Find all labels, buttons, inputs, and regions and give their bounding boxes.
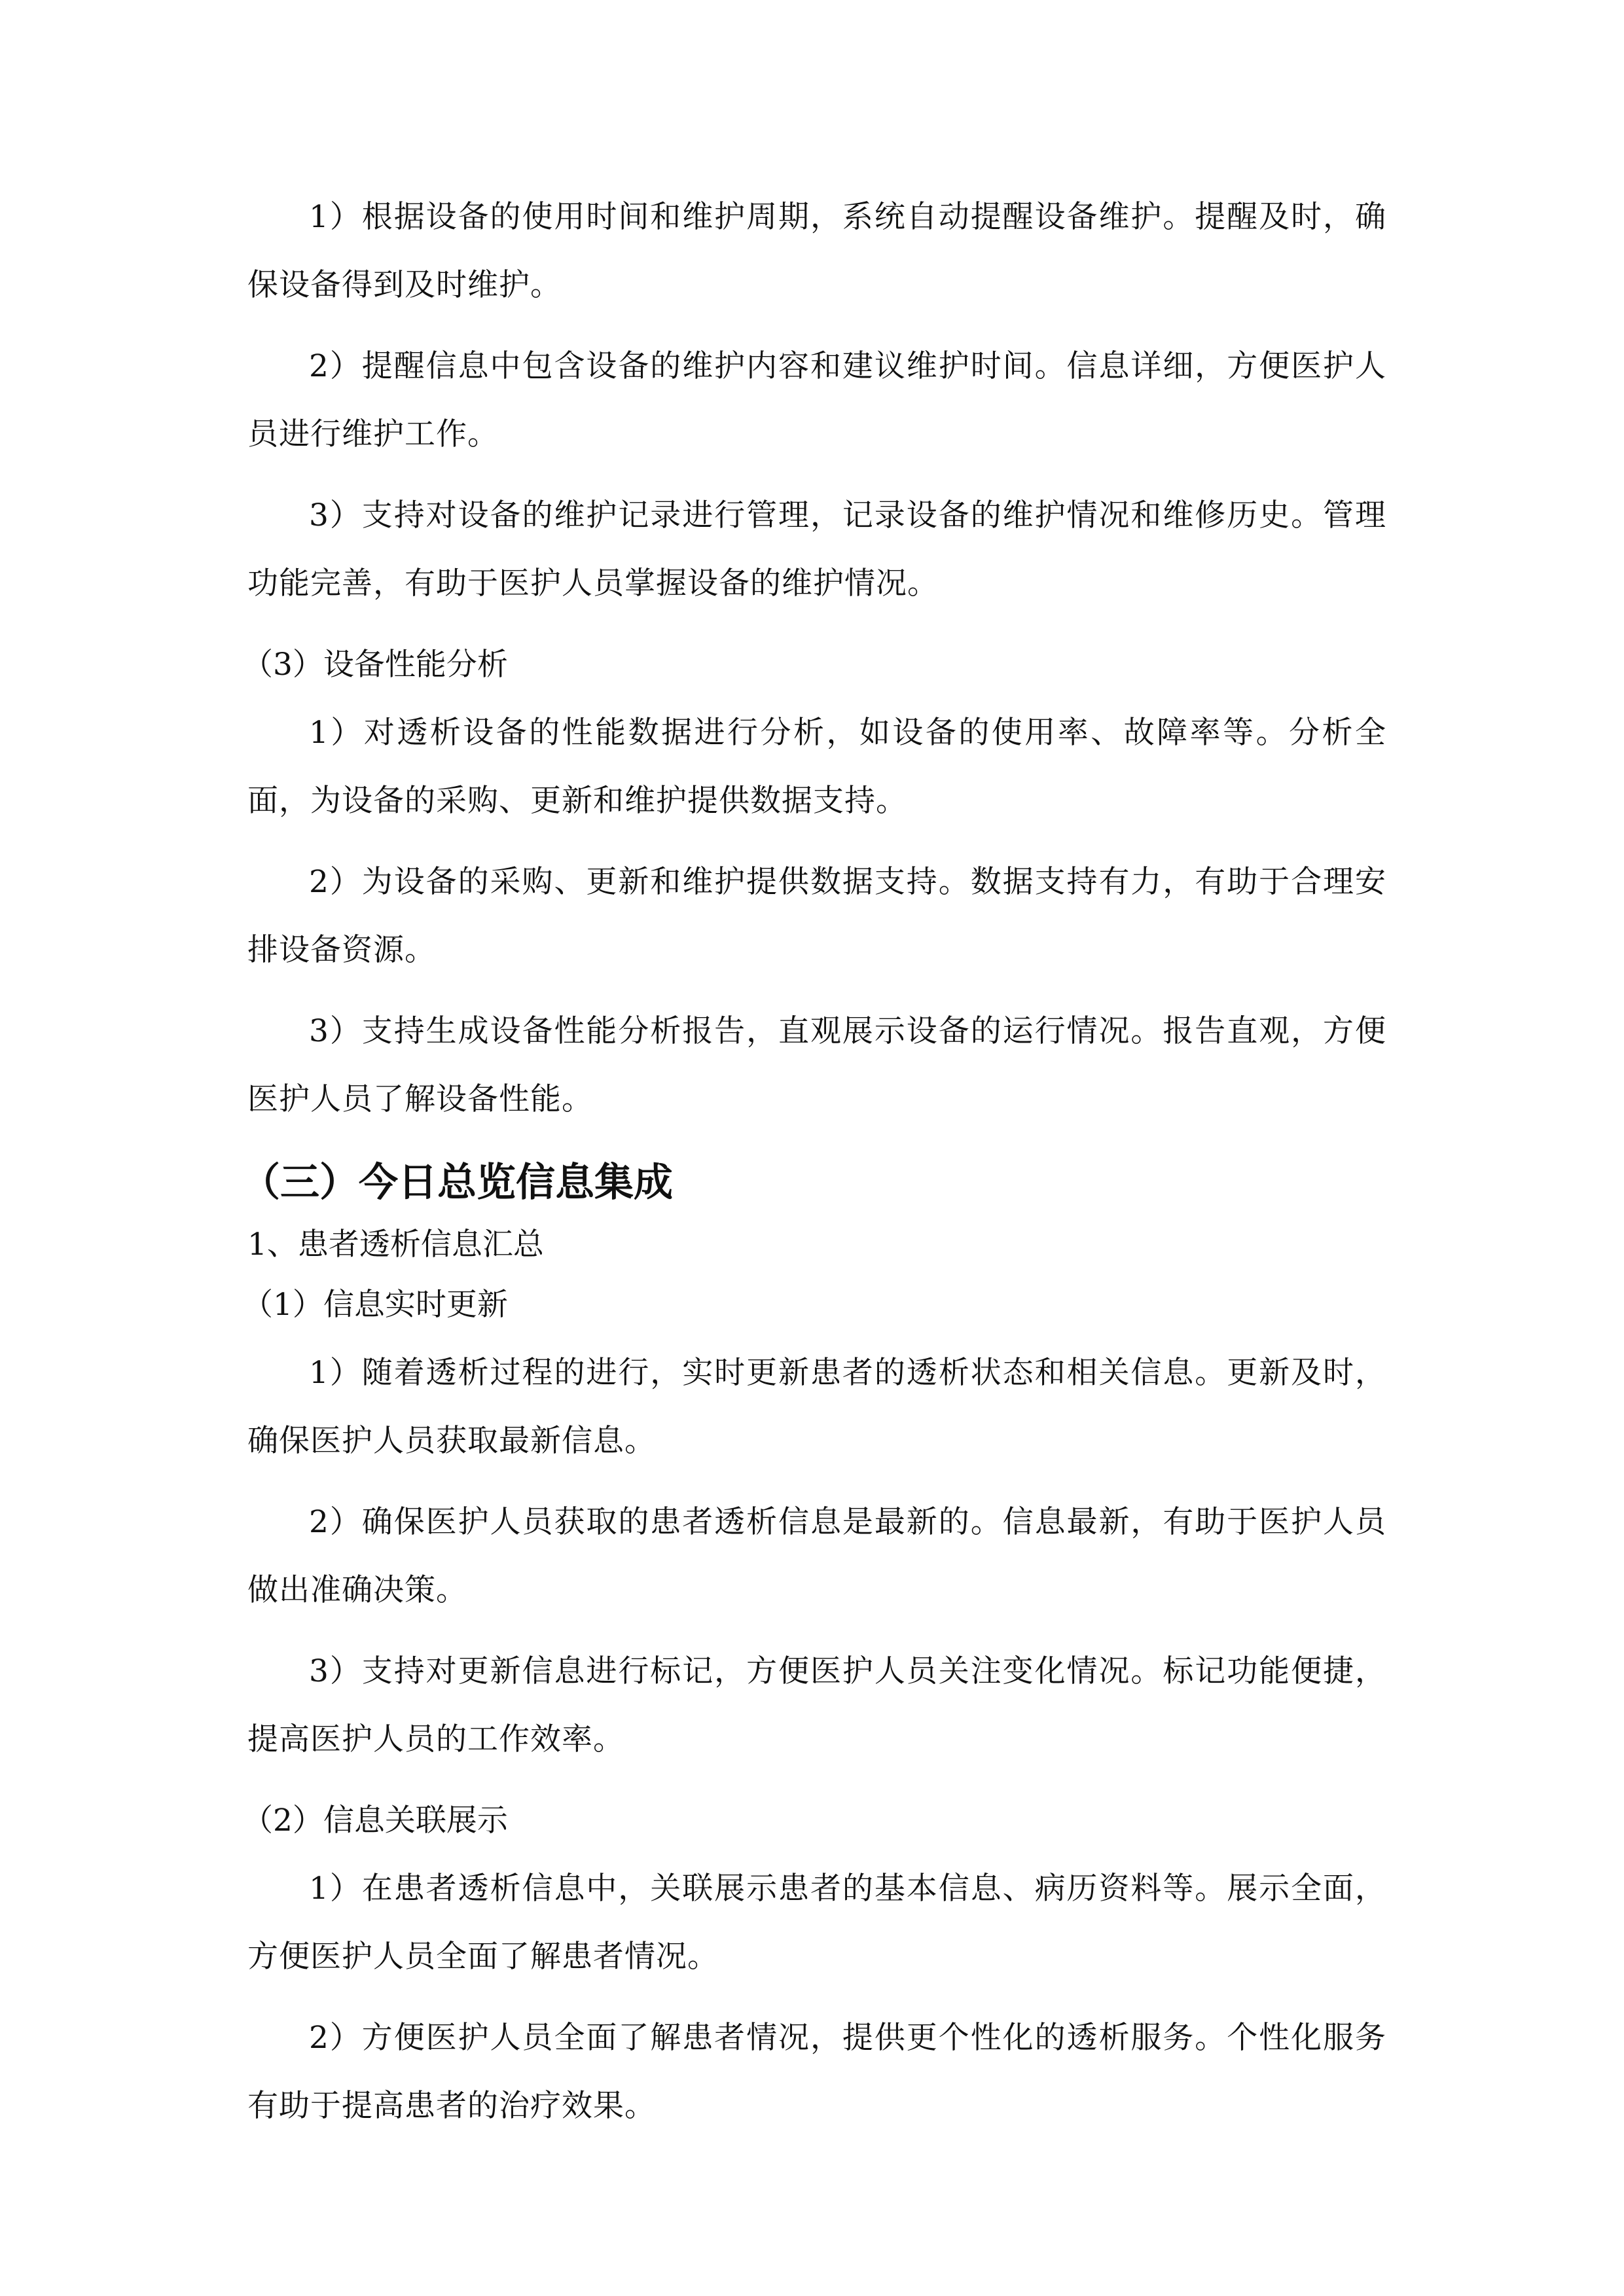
paragraph-maintenance-reminder: 1）根据设备的使用时间和维护周期，系统自动提醒设备维护。提醒及时，确保设备得到及时维护。	[247, 199, 1386, 303]
paragraph-performance-analysis: 1）对透析设备的性能数据进行分析，如设备的使用率、故障率等。分析全面，为设备的采购、更新和维护提供数据支持。	[247, 715, 1386, 819]
subheading-linked-display: （2）信息关联展示	[242, 1803, 508, 1839]
document-page	[241, 183, 1386, 2153]
paragraph-reminder-content: 2）提醒信息中包含设备的维护内容和建议维护时间。信息详细，方便医护人员进行维护工作。	[247, 348, 1386, 452]
paragraph-personalized-service: 2）方便医护人员全面了解患者情况，提供更个性化的透析服务。个性化服务有助于提高患者的治疗效果。	[247, 2020, 1386, 2124]
subheading-device-performance: （3）设备性能分析	[242, 647, 508, 683]
paragraph-realtime-status: 1）随着透析过程的进行，实时更新患者的透析状态和相关信息。更新及时，确保医护人员获取最新信息。	[247, 1355, 1386, 1459]
item-heading-patient-summary: 1、患者透析信息汇总	[247, 1227, 544, 1263]
paragraph-data-support: 2）为设备的采购、更新和维护提供数据支持。数据支持有力，有助于合理安排设备资源。	[247, 864, 1386, 968]
paragraph-update-marking: 3）支持对更新信息进行标记，方便医护人员关注变化情况。标记功能便捷，提高医护人员的工作效率。	[247, 1653, 1386, 1757]
paragraph-linked-info: 1）在患者透析信息中，关联展示患者的基本信息、病历资料等。展示全面，方便医护人员全面了解患者情况。	[247, 1871, 1386, 1975]
paragraph-latest-info: 2）确保医护人员获取的患者透析信息是最新的。信息最新，有助于医护人员做出准确决策。	[247, 1504, 1386, 1608]
paragraph-performance-report: 3）支持生成设备性能分析报告，直观展示设备的运行情况。报告直观，方便医护人员了解设备性能。	[247, 1013, 1386, 1117]
paragraph-maintenance-records: 3）支持对设备的维护记录进行管理，记录设备的维护情况和维修历史。管理功能完善，有助于医护人员掌握设备的维护情况。	[247, 497, 1386, 601]
section-heading-daily-overview: （三）今日总览信息集成	[241, 1160, 673, 1206]
subheading-realtime-update: （1）信息实时更新	[242, 1287, 508, 1323]
